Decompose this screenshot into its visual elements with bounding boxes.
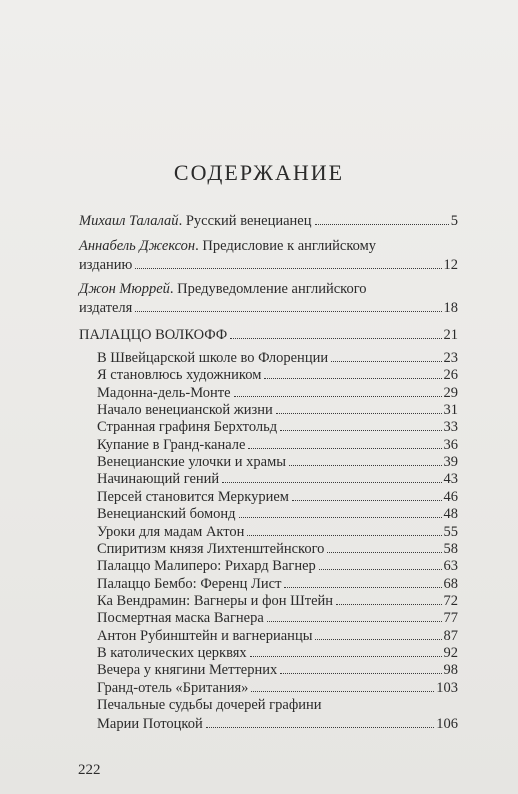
chapter-page: 26 [443,367,458,384]
entry-page: 12 [443,257,458,273]
chapter-title: Гранд-отель «Британия» [97,679,249,696]
chapter-page: 39 [443,454,458,471]
toc-chapter [97,401,458,420]
toc-chapter [97,488,458,507]
leader-dots [247,535,441,536]
leader-dots [315,224,449,225]
leader-dots [280,430,441,431]
toc-chapter [97,470,458,489]
toc-chapter [97,627,458,646]
entry-page: 18 [443,300,458,316]
chapter-title: Уроки для мадам Актон [97,523,245,540]
chapter-page: 98 [443,662,458,679]
leader-dots [284,587,441,588]
leader-dots [250,656,442,657]
leader-dots [292,500,442,501]
chapter-title: В Швейцарской школе во Флоренции [97,350,329,366]
chapter-title: Антон Рубинштейн и вагнерианцы [97,627,313,644]
entry-author: Джон Мюррей [79,281,170,297]
entry-title: . Предисловие к английскому [195,238,377,254]
chapter-title: Печальные судьбы дочерей графини [97,697,322,713]
entry-title-cont: издателя [79,300,133,316]
part-page: 21 [443,327,458,343]
chapter-title: В католических церквях [97,644,247,661]
chapter-page: 72 [443,592,458,609]
toc-chapter [97,575,458,594]
leader-dots [331,361,441,362]
chapter-title: Мадонна-дель-Монте [97,384,231,401]
toc-chapter [97,384,458,403]
chapter-page: 106 [436,716,458,732]
chapter-title: Ка Вендрамин: Вагнеры и фон Штейн [97,592,334,609]
entry-page: 5 [450,213,458,229]
leader-dots [234,396,442,397]
chapter-page: 31 [443,402,458,419]
toc-chapter [97,366,458,385]
chapter-title: Посмертная маска Вагнера [97,610,264,627]
leader-dots [206,727,435,728]
toc-entry-murray [79,280,458,318]
chapter-page: 103 [436,679,458,696]
leader-dots [315,639,441,640]
chapter-page: 68 [443,575,458,592]
leader-dots [289,465,441,466]
chapter-title: Вечера у княгини Меттерних [97,662,278,679]
leader-dots [239,517,442,518]
entry-title: . Русский венецианец [178,213,312,229]
chapter-title: Венецианские улочки и храмы [97,454,287,471]
entry-title-cont: изданию [79,257,133,273]
leader-dots [280,673,441,674]
toc-chapter [97,418,458,437]
entry-title: . Предуведомление английского [169,281,367,297]
leader-dots [264,378,441,379]
toc-part-volkoff [79,326,458,345]
chapter-title: Начинающий гений [97,471,220,488]
toc-chapter [97,696,458,734]
contents-heading: СОДЕРЖАНИЕ [173,160,345,185]
chapter-page: 58 [443,540,458,557]
leader-dots [135,311,441,312]
chapter-page: 29 [443,384,458,401]
leader-dots [222,482,441,483]
leader-dots [230,338,441,339]
chapter-title: Палаццо Малиперо: Рихард Вагнер [97,558,316,575]
toc-chapter [97,661,458,680]
chapter-page: 36 [443,436,458,453]
chapter-title: Странная графиня Берхтольд [97,419,278,436]
toc-chapter [97,557,458,576]
toc-chapter [97,505,458,524]
chapter-page: 92 [443,644,458,661]
chapter-page: 23 [443,350,458,366]
leader-dots [327,552,441,553]
chapter-title: Купание в Гранд-канале [97,436,246,453]
chapter-title-cont: Марии Потоцкой [97,716,203,732]
toc-chapter [97,592,458,611]
chapter-page: 87 [443,627,458,644]
toc-chapter [97,540,458,559]
toc-chapter [97,679,458,698]
leader-dots [267,621,442,622]
part-title: ПАЛАЦЦО ВОЛКОФФ [79,327,228,343]
leader-dots [248,448,441,449]
chapter-title: Персей становится Меркурием [97,488,289,505]
chapter-page: 55 [443,523,458,540]
chapter-page: 33 [443,419,458,436]
leader-dots [336,604,441,605]
toc-chapter [97,349,458,368]
toc-chapter [97,644,458,663]
entry-author: Михаил Талалай [79,213,179,229]
entry-author: Аннабель Джексон [79,238,196,254]
chapter-title: Венецианский бомонд [97,506,236,523]
chapter-page: 48 [443,506,458,523]
chapter-page: 77 [443,610,458,627]
chapter-title: Я становлюсь художником [97,367,262,384]
toc-entry-talalay [79,212,458,231]
leader-dots [135,268,441,269]
page-number: 222 [78,762,101,778]
chapter-page: 63 [443,558,458,575]
toc-entry-jackson [79,237,458,275]
toc-chapter [97,436,458,455]
chapter-title: Начало венецианской жизни [97,402,273,419]
toc-chapter [97,609,458,628]
leader-dots [319,569,442,570]
chapter-page: 43 [443,471,458,488]
chapter-title: Спиритизм князя Лихтенштейнского [97,540,325,557]
leader-dots [276,413,442,414]
toc-chapter [97,523,458,542]
toc-chapter [97,453,458,472]
chapter-page: 46 [443,488,458,505]
chapter-title: Палаццо Бембо: Ференц Лист [97,575,282,592]
leader-dots [251,691,434,692]
